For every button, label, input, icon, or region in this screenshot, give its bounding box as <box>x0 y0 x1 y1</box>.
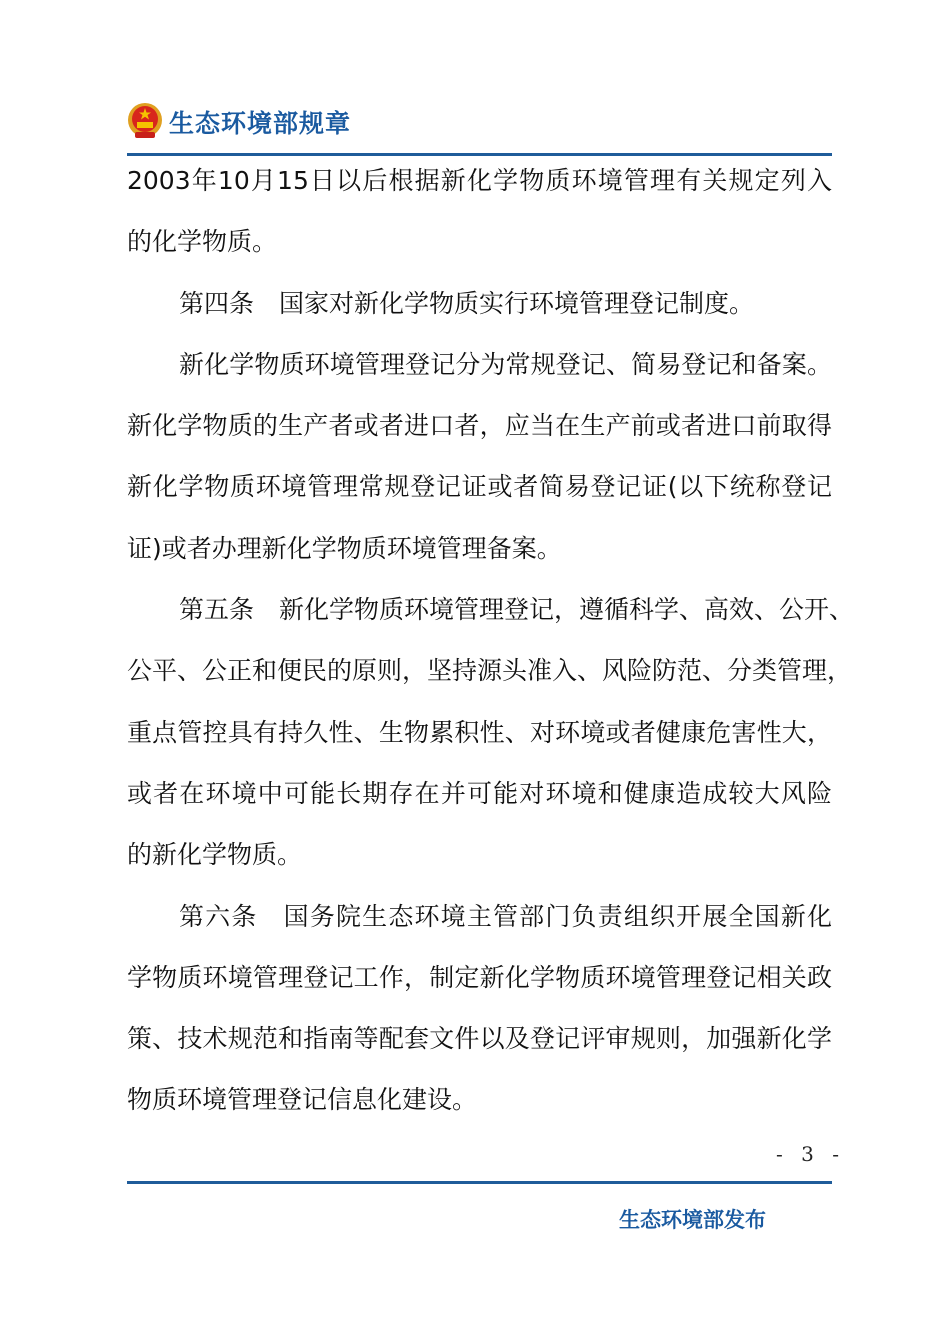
text-line: 策、技术规范和指南等配套文件以及登记评审规则，加强新化学 <box>127 1024 832 1054</box>
text-line: 新化学物质的生产者或者进口者，应当在生产前或者进口前取得 <box>127 411 832 441</box>
text-line: 重点管控具有持久性、生物累积性、对环境或者健康危害性大， <box>127 717 832 747</box>
text-line: 第六条 国务院生态环境主管部门负责组织开展全国新化 <box>179 901 832 931</box>
national-emblem-icon <box>127 102 163 140</box>
text-line: 证)或者办理新化学物质环境管理备案。 <box>127 533 562 563</box>
text-line: 第五条 新化学物质环境管理登记，遵循科学、高效、公开、 <box>179 595 855 625</box>
text-line: 2003年10月15日以后根据新化学物质环境管理有关规定列入 <box>127 166 832 195</box>
text-line: 新化学物质环境管理常规登记证或者简易登记证(以下统称登记 <box>127 472 832 502</box>
text-line: 或者在环境中可能长期存在并可能对环境和健康造成较大风险 <box>127 778 832 808</box>
text-line: 物质环境管理登记信息化建设。 <box>127 1085 478 1115</box>
text-line: 新化学物质环境管理登记分为常规登记、简易登记和备案。 <box>179 349 832 379</box>
text-line: 的化学物质。 <box>127 227 278 257</box>
footer-publisher: 生态环境部发布 <box>619 1208 766 1232</box>
text-line: 学物质环境管理登记工作，制定新化学物质环境管理登记相关政 <box>127 962 832 992</box>
page-header <box>127 100 832 156</box>
page-number: - 3 - <box>776 1142 845 1166</box>
header-title: 生态环境部规章 <box>169 109 352 138</box>
text-line: 第四条 国家对新化学物质实行环境管理登记制度。 <box>179 288 755 318</box>
footer-rule <box>127 1181 832 1184</box>
text-line: 公平、公正和便民的原则，坚持源头准入、风险防范、分类管理， <box>127 656 853 686</box>
document-body <box>127 150 855 1131</box>
text-line: 的新化学物质。 <box>127 840 303 870</box>
